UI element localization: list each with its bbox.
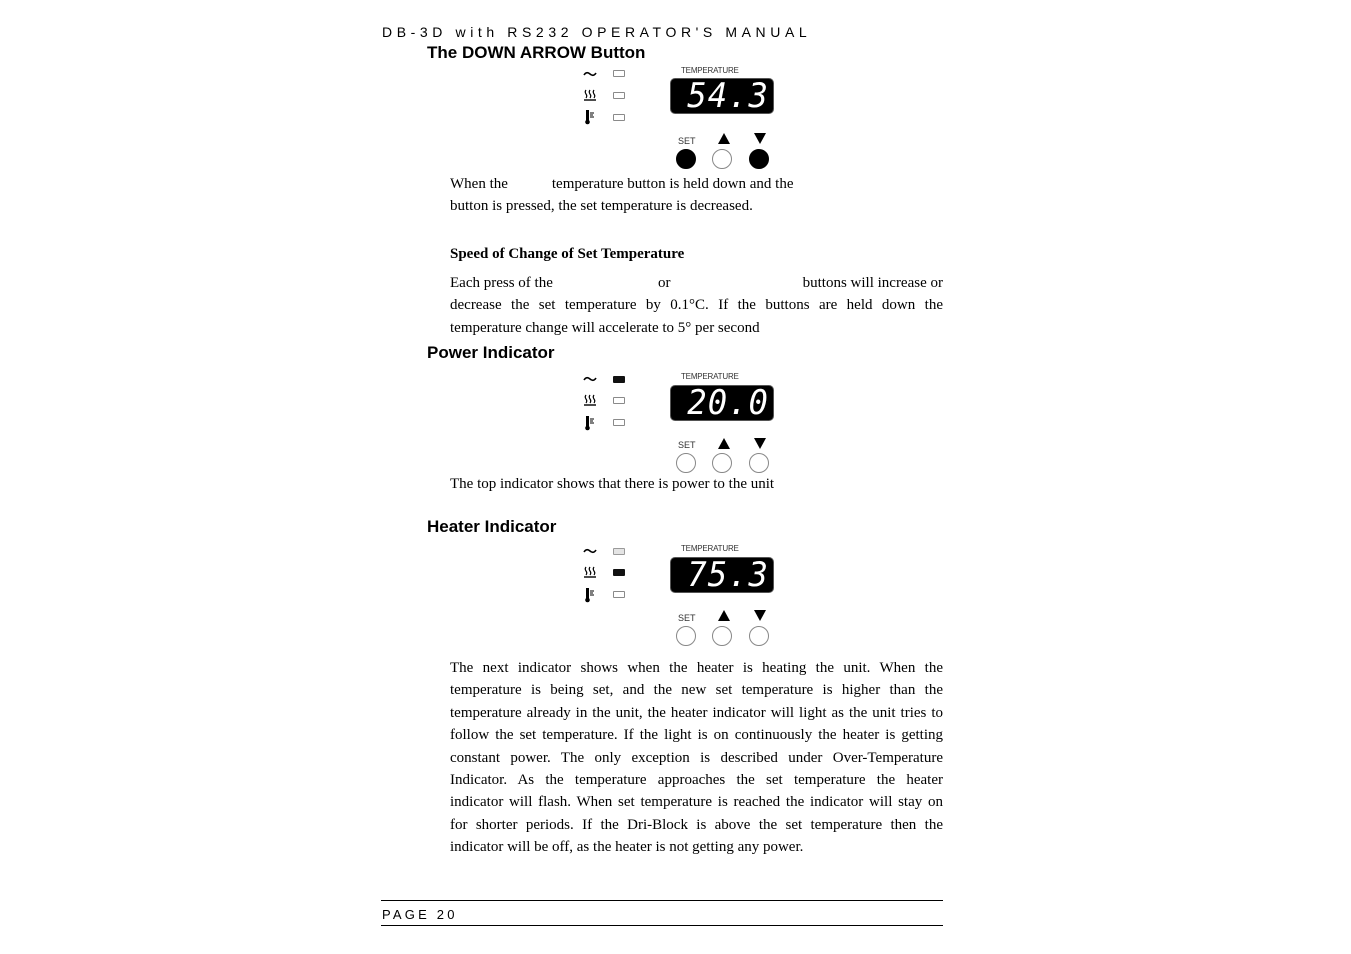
temperature-label: TEMPERATURE	[681, 66, 739, 75]
text-line: constant power. The only exception is described under Over-Temperature	[450, 749, 943, 766]
up-arrow-icon	[718, 610, 730, 621]
up-button[interactable]	[712, 453, 732, 473]
text-line: The next indicator shows when the heater is heating the unit. When the	[450, 660, 943, 676]
temperature-display-value: 20.0	[687, 383, 769, 423]
up-button[interactable]	[712, 149, 732, 169]
down-button[interactable]	[749, 626, 769, 646]
temperature-display-value: 75.3	[687, 555, 769, 595]
up-button[interactable]	[712, 626, 732, 646]
power-icon	[583, 67, 597, 81]
thermometer-icon	[583, 587, 597, 601]
control-panel-figure-power	[583, 372, 783, 482]
text-line: indicator will be off, as the heater is not getting any power.	[450, 839, 804, 856]
text-fragment: Each press of the	[450, 275, 553, 291]
footer-bottom-rule	[381, 925, 943, 926]
down-button[interactable]	[749, 149, 769, 169]
up-arrow-icon	[718, 133, 730, 144]
heater-indicator-lamp	[613, 92, 625, 99]
power-indicator-lamp	[613, 70, 625, 77]
text-line: decrease the set temperature by 0.1°C. If the buttons are held down the	[450, 297, 943, 314]
power-indicator-lamp	[613, 376, 625, 383]
control-panel-figure-down-arrow	[583, 66, 783, 176]
text-line: for shorter periods. If the Dri-Block is above the set temperature then the	[450, 816, 943, 833]
down-button[interactable]	[749, 453, 769, 473]
thermometer-indicator-lamp	[613, 591, 625, 598]
down-arrow-icon	[754, 133, 766, 144]
text-fragment: temperature button is held down and the	[551, 176, 794, 192]
thermometer-indicator-lamp	[613, 419, 625, 426]
text-line	[450, 272, 943, 294]
power-indicator-lamp	[613, 548, 625, 555]
power-indicator-description	[450, 473, 943, 495]
heater-icon	[583, 88, 597, 102]
heater-icon	[583, 393, 597, 407]
set-button-label: SET	[678, 136, 696, 146]
temperature-label: TEMPERATURE	[681, 544, 739, 553]
temperature-display	[670, 78, 774, 114]
thermometer-icon	[583, 415, 597, 429]
control-panel-figure-heater	[583, 544, 783, 654]
text-line: button is pressed, the set temperature is decreased.	[450, 198, 753, 215]
set-button-label: SET	[678, 440, 696, 450]
subheading-speed-of-change: Speed of Change of Set Temperature	[450, 246, 685, 262]
section-title-heater-indicator: Heater Indicator	[427, 517, 557, 536]
text-fragment: or	[658, 275, 671, 291]
text-line: temperature already in the unit, the heater indicator will light as the unit tries to	[450, 704, 943, 721]
section-title-power-indicator: Power Indicator	[427, 343, 555, 362]
temperature-display-value: 54.3	[687, 76, 769, 116]
text-line: The top indicator shows that there is power to the unit	[450, 476, 775, 492]
thermometer-icon	[583, 109, 597, 123]
set-button[interactable]	[676, 149, 696, 169]
text-fragment: buttons will increase or	[802, 275, 943, 291]
set-button[interactable]	[676, 626, 696, 646]
heater-indicator-lamp	[613, 397, 625, 404]
heater-icon	[583, 565, 597, 579]
down-arrow-icon	[754, 610, 766, 621]
thermometer-indicator-lamp	[613, 114, 625, 121]
set-button[interactable]	[676, 453, 696, 473]
temperature-display	[670, 385, 774, 421]
temperature-label: TEMPERATURE	[681, 372, 739, 381]
text-line: temperature change will accelerate to 5° per second	[450, 319, 760, 336]
down-arrow-description	[450, 173, 943, 218]
down-arrow-icon	[754, 438, 766, 449]
speed-of-change-description	[450, 272, 943, 339]
text-line: indicator will flash. When set temperature is reached the indicator will stay on	[450, 794, 943, 811]
text-line: temperature is being set, and the new set temperature is higher than the	[450, 682, 943, 699]
section-title-down-arrow: The DOWN ARROW Button	[427, 43, 646, 62]
heater-indicator-lamp	[613, 569, 625, 576]
text-line	[450, 173, 943, 195]
text-line: Indicator. As the temperature approaches the set temperature the heater	[450, 771, 943, 788]
power-icon	[583, 372, 597, 386]
temperature-display	[670, 557, 774, 593]
heater-indicator-description	[450, 657, 943, 859]
set-button-label: SET	[678, 613, 696, 623]
text-fragment: When the	[450, 176, 508, 192]
text-line: follow the set temperature. If the light is on continuously the heater is getting	[450, 727, 943, 744]
page-number: PAGE 20	[382, 907, 458, 922]
running-header: DB-3D with RS232 OPERATOR'S MANUAL	[382, 24, 812, 40]
footer-top-rule	[381, 900, 943, 901]
up-arrow-icon	[718, 438, 730, 449]
power-icon	[583, 544, 597, 558]
